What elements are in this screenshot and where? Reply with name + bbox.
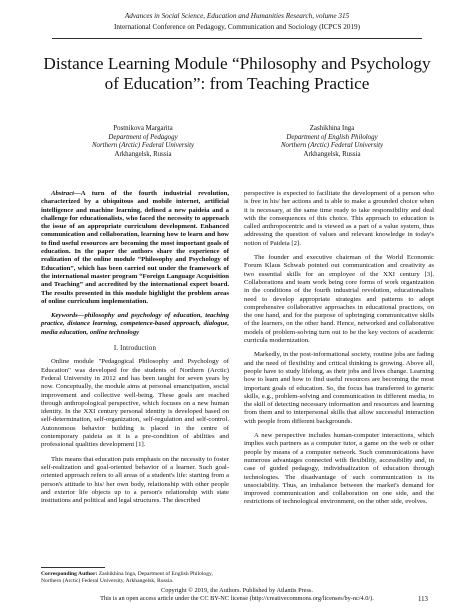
author-2 (247, 125, 417, 159)
header-divider (52, 38, 422, 39)
footnote-label: Corresponding Author: (41, 571, 98, 577)
abstract-text: —A turn of the fourth industrial revolution, characterized by a ubiquitous and mobile internet, artificial intelligence and machine learning, defined a new paideia and a challenge for educationalists, who faced the necessity to approach the issue of an appropriate curriculum development. Enhanced communication and collaboration, learning how to learn and how to find useful resources are becoming the most important goals of education. In the paper the authors share the experience of realization of the online module “Philosophy and Psychology of Education”, which has been carried out under the framework of the international master program “Foreign Language Acquisition and Teaching” and accredited by the international expert board. The results presented in this module highlight the problem areas of online curriculum implementation. (41, 190, 229, 305)
copyright-line: Copyright © 2019, the Authors. Published by Atlantis Press. (161, 587, 313, 594)
author-location: Arkhangelsk, Russia (114, 150, 172, 158)
keywords (41, 312, 229, 337)
body-paragraph: Markedly, in the post-informational society, routine jobs are fading and the need of flexibility and critical thinking is growing. Above all, people have to study lifelong, as their jobs and lives change. Learning how to learn and how to find useful resources are becoming the most important goals of education. So, the focus has transferred to generic skills, e.g., problem-solving and communication in different media, to the skill of detecting necessary information and resources and learning from them and to interpersonal skills that allow successful interaction with people from different backgrounds. (244, 351, 434, 425)
page-number: 113 (418, 596, 428, 603)
page-footer (40, 587, 434, 603)
right-column (244, 190, 434, 513)
footnote (41, 571, 229, 585)
body-paragraph: The founder and executive chairman of the World Economic Forum Klaus Schwab pointed out communication and creativity as two essential skills for an employee of the XXI century [3]. Collaborations and team work being core forms of work organization in the conditions of the fourth industrial revolution, educationalists need to develop appropriate strategies and patterns to adopt comprehensive collaborative approaches in educational practices, on the one hand, and for the purpose of upbringing communicative skills of the learners, on the other hand. Hence, networked and collaborative models of problem-solving turn out to be the key vectors of academic curricula modernization. (244, 254, 434, 345)
author-university: Northern (Arctic) Federal University (280, 142, 384, 150)
author-name: Zashikhina Inga (309, 125, 355, 132)
footnote-divider (41, 567, 105, 568)
keywords-lead: Keywords (51, 312, 78, 320)
abstract (41, 190, 229, 306)
paper-title: Distance Learning Module “Philosophy and Psychology of Education”: from Teaching Practice (43, 54, 431, 93)
author-location: Arkhangelsk, Russia (303, 150, 361, 158)
author-block (40, 125, 434, 177)
journal-name: Advances in Social Science, Education and Humanities Research, volume 315 (124, 12, 350, 20)
author-university: Northern (Arctic) Federal University (91, 142, 195, 150)
left-column (41, 190, 229, 511)
author-department: Department of Pedagogy (108, 133, 178, 141)
body-paragraph: A new perspective includes human-computer interactions, which implies such partners as a computer tutor, a game on the web or other people by means of a computer network. Such communications have numerous advantages connected with flexibility, accessibility and, in case of guided pedagogy, individualization of education through technologies. The disadvantage of such communication is its unsociability. Thus, an imbalance between the market's demand for improved communication and collaboration on one side, and the restrictions of technological environment, on the other side, evolves. (244, 432, 434, 506)
body-paragraph: Online module "Pedagogical Philosophy and Psychology of Education" was developed for the students of Northern (Arctic) Federal University in 2012 and has been taught for seven years by now. Conceptually, the module aims at personal emancipation, social improvement and collective well-being. These goals are reached through anthropological perspective, which focuses on a new human identity. In the XXI century personal identity is developed based on self-determination, self-organization, self-regulation and self-control. Autonomous behavior building is placed in the centre of contemporary paideia as it is a pre-condition of abilities and professional qualities development [1]. (41, 358, 229, 449)
body-paragraph: perspective is expected to facilitate the development of a person who is free in his/ her actions and is able to make a grounded choice when it is necessary, at the same time ready to take responsibility and deal with the consequences of this choice. This approach to education is called anthropocentric and is viewed as a part of a value system, thus addressing the question of values and relevant knowledge in today's notion of Paideia [2]. (244, 190, 434, 247)
running-header (0, 12, 474, 32)
license-line: This is an open access article under the CC BY-NC license (http://creativecommons.org/licenses/by-nc/4.0/). (100, 595, 374, 602)
author-department: Department of English Philology (286, 133, 378, 141)
abstract-lead: Abstract (51, 190, 75, 197)
author-1 (58, 125, 228, 159)
conference-name: International Conference on Pedagogy, Communication and Sociology (ICPCS 2019) (113, 23, 361, 31)
section-heading: I. Introduction (113, 345, 157, 353)
author-name: Postnikova Margarita (113, 125, 173, 132)
footnote-text: Zashikhina Inga, Department of English Philology, Northern (Arctic) Federal University, Arkhangelsk, Russia. (41, 571, 213, 584)
keywords-text: —philosophy and psychology of education, teaching practice, distance learning, competence-based approach, dialogue, media education, online technology (41, 312, 229, 336)
body-paragraph: This means that education puts emphasis on the necessity to foster self-realization and goal-oriented behavior of a learner. Such goal-oriented approach refers to all areas of a student's life: starting from a person's attitude to his/ her own body, relationship with other people and exterior life objects up to a person's relationship with state institutions and political and legal structures. The described (41, 455, 229, 505)
